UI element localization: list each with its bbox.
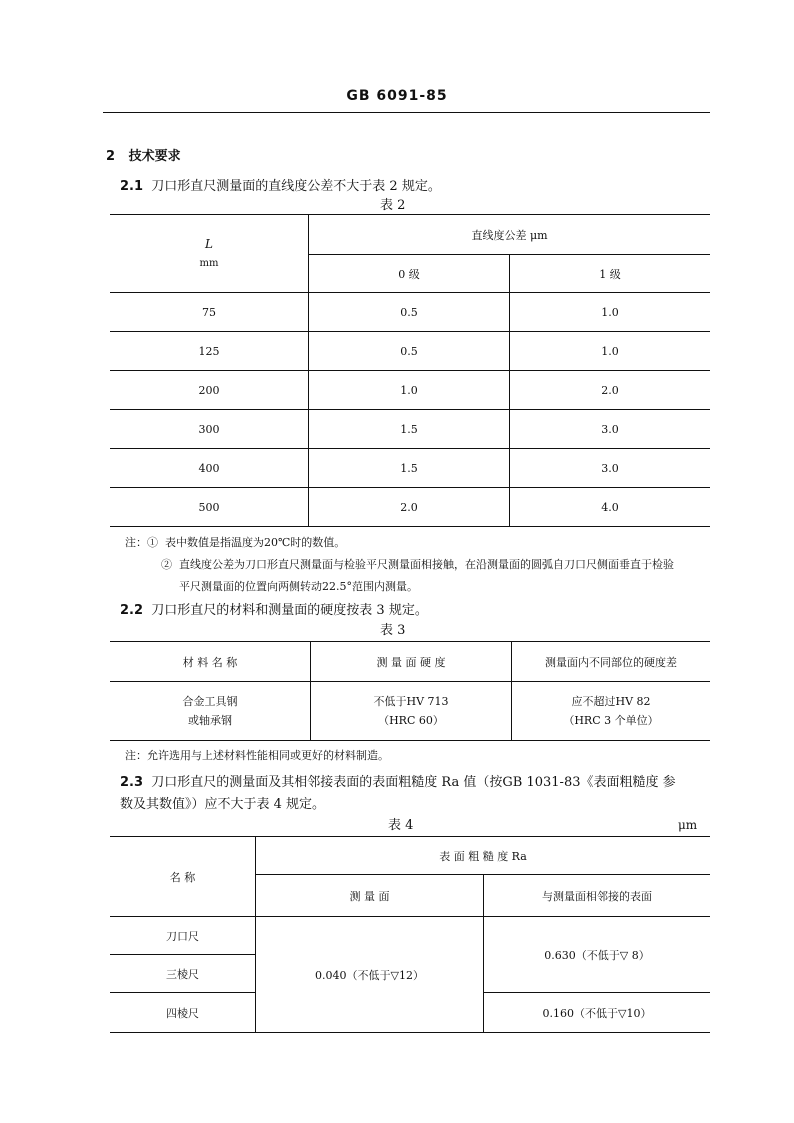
cell-l: 400	[110, 449, 309, 488]
cell-l: 200	[110, 371, 309, 410]
cell-grade1: 4.0	[510, 488, 711, 527]
hardness-diff-cell	[512, 682, 711, 741]
section-heading	[106, 145, 181, 164]
col-l-symbol: L	[205, 236, 213, 251]
section-title: 技术要求	[128, 149, 181, 164]
measuring-value: 0.040（不低于▽12）	[256, 917, 484, 1033]
cell-l: 500	[110, 488, 309, 527]
note-2-marker: ②	[161, 558, 172, 571]
table-row	[110, 917, 710, 955]
hardness-diff-line2: （HRC 3 个单位）	[563, 714, 659, 727]
cell-grade1: 1.0	[510, 293, 711, 332]
cell-grade0: 2.0	[309, 488, 510, 527]
hardness-diff-line1: 应不超过HV 82	[571, 695, 651, 708]
adjacent-value-3: 0.160（不低于▽10）	[484, 993, 711, 1033]
adjacent-value-1-2: 0.630（不低于▽ 8）	[484, 917, 711, 993]
material-cell	[110, 682, 311, 741]
section-number: 2	[106, 149, 116, 164]
clause-2-3	[120, 772, 676, 816]
cell-grade1: 2.0	[510, 371, 711, 410]
cell-grade1: 3.0	[510, 449, 711, 488]
col-tol-header: 直线度公差 μm	[309, 215, 711, 255]
clause-text-line2: 数及其数值》）应不大于表 4 规定。	[120, 797, 326, 812]
hardness-cell	[311, 682, 512, 741]
table-row	[110, 488, 710, 527]
col-roughness-header: 表 面 粗 糙 度 Ra	[256, 837, 711, 875]
row-name: 四棱尺	[110, 993, 256, 1033]
table2-notes	[125, 532, 674, 598]
table2-caption: 表 2	[380, 198, 406, 213]
table-4	[110, 836, 710, 1033]
table-row	[110, 410, 710, 449]
col-l-header	[110, 215, 309, 293]
cell-l: 300	[110, 410, 309, 449]
clause-2-1	[120, 175, 441, 194]
table-3	[110, 641, 710, 741]
col-hardness-diff-header: 测量面内不同部位的硬度差	[512, 642, 711, 682]
cell-grade0: 1.5	[309, 410, 510, 449]
col-hardness-header: 测 量 面 硬 度	[311, 642, 512, 682]
table-2	[110, 214, 710, 527]
clause-text-line1: 刀口形直尺的测量面及其相邻接表面的表面粗糙度 Ra 值（按GB 1031-83《表面粗糙度 参	[151, 775, 676, 790]
cell-l: 125	[110, 332, 309, 371]
table-row	[110, 293, 710, 332]
clause-number: 2.3	[120, 775, 144, 790]
clause-2-2	[120, 599, 428, 618]
clause-number: 2.1	[120, 179, 144, 194]
cell-grade0: 0.5	[309, 332, 510, 371]
table-row	[110, 332, 710, 371]
col-material-header: 材 料 名 称	[110, 642, 311, 682]
row-name: 刀口尺	[110, 917, 256, 955]
hardness-line1: 不低于HV 713	[373, 695, 449, 708]
header-rule	[103, 112, 710, 113]
cell-grade0: 1.0	[309, 371, 510, 410]
table4-unit: μm	[678, 818, 698, 832]
table-row	[110, 371, 710, 410]
clause-number: 2.2	[120, 603, 144, 618]
cell-l: 75	[110, 293, 309, 332]
col-name-header: 名 称	[110, 837, 256, 917]
note-1: 表中数值是指温度为20℃时的数值。	[165, 536, 346, 549]
cell-grade0: 1.5	[309, 449, 510, 488]
row-name: 三棱尺	[110, 955, 256, 993]
cell-grade1: 1.0	[510, 332, 711, 371]
clause-text: 刀口形直尺测量面的直线度公差不大于表 2 规定。	[151, 179, 441, 194]
standard-header: GB 6091-85	[346, 88, 448, 104]
table-row	[110, 449, 710, 488]
note-prefix: 注：①	[125, 536, 158, 549]
material-line2: 或轴承钢	[188, 714, 232, 727]
note-2-line1: 直线度公差为刀口形直尺测量面与检验平尺测量面相接触，在沿测量面的圆弧自刀口尺侧面垂直于检验	[179, 558, 674, 571]
cell-grade1: 3.0	[510, 410, 711, 449]
table3-note: 注：允许选用与上述材料性能相同或更好的材料制造。	[125, 749, 389, 762]
hardness-line2: （HRC 60）	[378, 714, 444, 727]
col-adjacent-header: 与测量面相邻接的表面	[484, 875, 711, 917]
material-line1: 合金工具钢	[182, 695, 238, 708]
col-measuring-header: 测 量 面	[256, 875, 484, 917]
col-l-unit: mm	[199, 257, 219, 269]
table4-caption: 表 4	[388, 818, 414, 833]
cell-grade0: 0.5	[309, 293, 510, 332]
grade1-header: 1 级	[510, 255, 711, 293]
note-2-line2: 平尺测量面的位置向两侧转动22.5°范围内测量。	[179, 580, 418, 593]
grade0-header: 0 级	[309, 255, 510, 293]
clause-text: 刀口形直尺的材料和测量面的硬度按表 3 规定。	[151, 603, 428, 618]
table3-caption: 表 3	[380, 623, 406, 638]
